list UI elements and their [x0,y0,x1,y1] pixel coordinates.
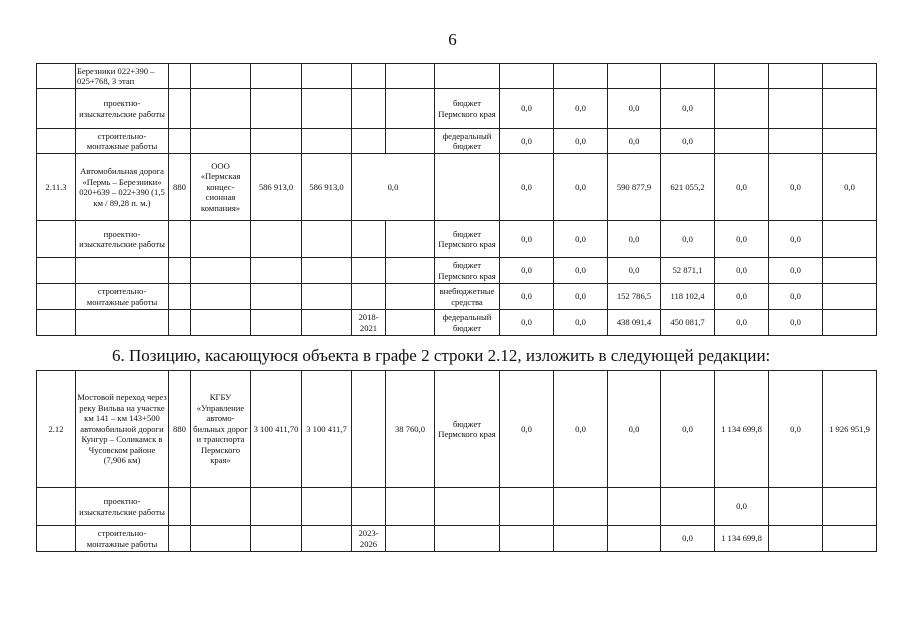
section-heading: 6. Позицию, касающуюся объекта в графе 2 строки 2.12, изложить в следующей редакции: [112,346,771,365]
value-cell: 0,0 [769,258,823,284]
value-cell: 38 760,0 [386,371,435,488]
work-type: строительно-монтажные работы [76,129,169,154]
code-cell: 880 [169,154,191,221]
value-cell: 0,0 [554,89,608,129]
value-cell: 0,0 [715,310,769,336]
table-row [37,64,877,89]
object-name: Автомобильная дорога «Пермь – Березники» 020+639 – 022+390 (1,5 км / 89,28 п. м.) [76,154,169,221]
years-cell: 2018-2021 [352,310,386,336]
table-row [37,154,877,221]
value-cell: 0,0 [554,129,608,154]
funding-source: бюджет Пермского края [435,221,500,258]
value-cell: 0,0 [661,371,715,488]
value-cell: 586 913,0 [302,154,352,221]
value-cell: 0,0 [715,488,769,526]
page-number: 6 [448,30,457,49]
value-cell: 0,0 [352,154,435,221]
value-cell: 0,0 [500,371,554,488]
value-cell: 0,0 [715,221,769,258]
table-row [37,310,877,336]
value-cell: 0,0 [500,89,554,129]
table-row [37,284,877,310]
value-cell: 0,0 [554,310,608,336]
value-cell: 52 871,1 [661,258,715,284]
value-cell: 0,0 [500,258,554,284]
value-cell: 0,0 [554,284,608,310]
value-cell: 0,0 [500,221,554,258]
value-cell: 0,0 [715,284,769,310]
value-cell: 0,0 [554,221,608,258]
row-number: 2.11.3 [37,154,76,221]
object-name: Мостовой переход через реку Вильва на участке км 141 – км 143+500 автомобильной дороги Кунгур – Соликамск в Чусовском районе (7,906 км) [76,371,169,488]
value-cell: 0,0 [608,221,661,258]
value-cell: 0,0 [500,284,554,310]
funding-source: внебюджетные средства [435,284,500,310]
value-cell: 621 055,2 [661,154,715,221]
object-name: Березники 022+390 – 025+768, 3 этап [76,64,169,89]
table-row [37,129,877,154]
value-cell: 0,0 [661,221,715,258]
table-row [37,526,877,552]
funding-source: федеральный бюджет [435,129,500,154]
work-type: строительно-монтажные работы [76,526,169,552]
value-cell: 0,0 [500,129,554,154]
value-cell: 0,0 [608,258,661,284]
funding-source: бюджет Пермского края [435,371,500,488]
table-row [37,488,877,526]
value-cell: 0,0 [823,154,877,221]
row-number: 2.12 [37,371,76,488]
value-cell: 118 102,4 [661,284,715,310]
value-cell: 0,0 [608,89,661,129]
value-cell: 3 100 411,70 [251,371,302,488]
table-row [37,258,877,284]
value-cell: 1 926 951,9 [823,371,877,488]
value-cell: 0,0 [661,89,715,129]
value-cell: 1 134 699,8 [715,526,769,552]
value-cell: 1 134 699,8 [715,371,769,488]
value-cell: 152 786,5 [608,284,661,310]
value-cell: 0,0 [500,310,554,336]
value-cell: 586 913,0 [251,154,302,221]
value-cell: 0,0 [554,258,608,284]
value-cell: 0,0 [500,154,554,221]
value-cell: 0,0 [715,154,769,221]
table-row [37,89,877,129]
table-row [37,371,877,488]
value-cell: 0,0 [769,371,823,488]
value-cell: 0,0 [661,129,715,154]
work-type: проектно-изыскательские работы [76,221,169,258]
value-cell: 0,0 [608,129,661,154]
funding-source: бюджет Пермского края [435,258,500,284]
value-cell: 0,0 [661,526,715,552]
code-cell: 880 [169,371,191,488]
value-cell: 438 091,4 [608,310,661,336]
budget-table-bottom [36,370,877,552]
value-cell: 590 877,9 [608,154,661,221]
organization: КГБУ «Управление автомо-бильных дорог и транспорта Пермского края» [191,371,251,488]
value-cell: 0,0 [715,258,769,284]
table-row [37,221,877,258]
value-cell: 450 081,7 [661,310,715,336]
value-cell: 0,0 [554,154,608,221]
work-type: проектно-изыскательские работы [76,488,169,526]
value-cell: 0,0 [769,221,823,258]
value-cell: 0,0 [769,310,823,336]
value-cell: 3 100 411,7 [302,371,352,488]
years-cell: 2023-2026 [352,526,386,552]
funding-source: бюджет Пермского края [435,89,500,129]
work-type: проектно-изыскательские работы [76,89,169,129]
work-type: строительно-монтажные работы [76,284,169,310]
funding-source: федеральный бюджет [435,310,500,336]
value-cell: 0,0 [608,371,661,488]
value-cell: 0,0 [769,284,823,310]
budget-table-top [36,63,877,336]
value-cell: 0,0 [769,154,823,221]
organization: ООО «Пермская концес-сионная компания» [191,154,251,221]
value-cell: 0,0 [554,371,608,488]
